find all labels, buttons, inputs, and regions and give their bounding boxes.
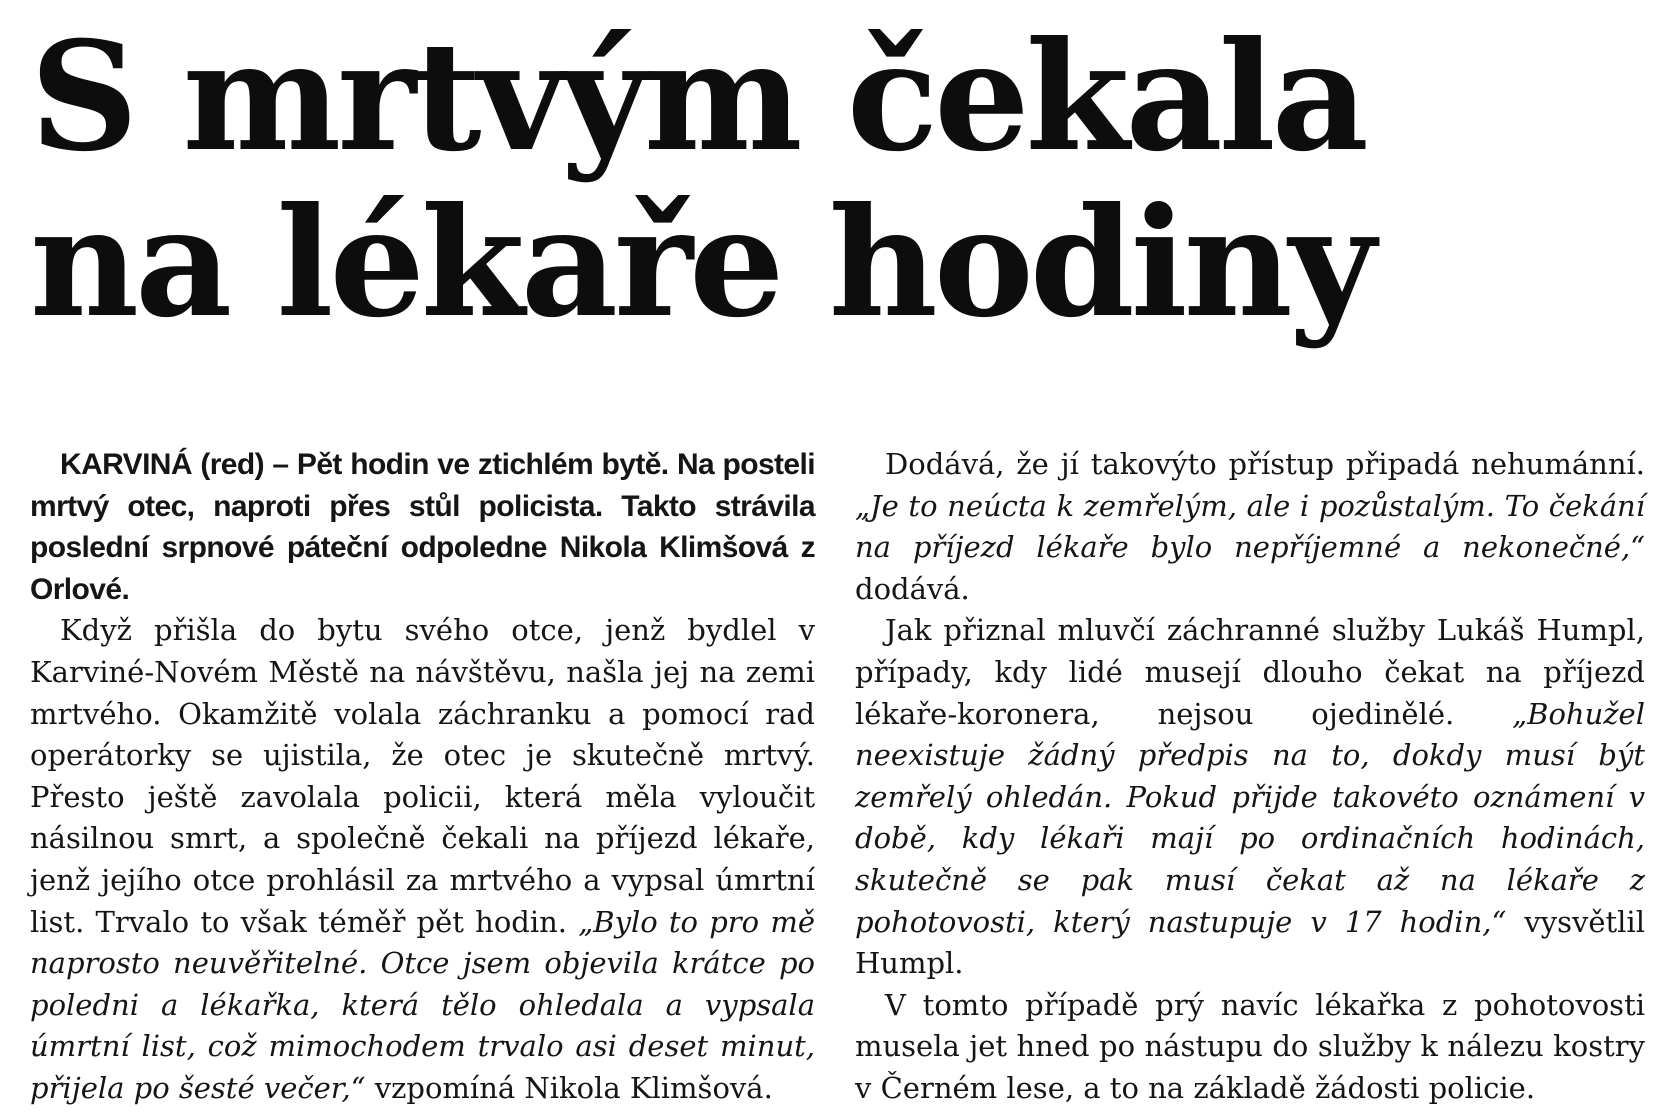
headline (30, 9, 1640, 351)
paragraph-4: V tomto případě prý navíc lékařka z pohotovosti musela jet hned po nástupu do služby k nálezu kostry v Černém lese, a to na základě žádosti policie. (855, 987, 1645, 1105)
headline-line-2: na lékaře hodiny (30, 175, 1372, 351)
paragraph-2-quote: „Je to neúcta k zemřelým, ale i pozůstalým. To čekání na příjezd lékaře bylo nepříjemné a nekonečné,“ (855, 488, 1645, 565)
paragraph-3-tail: vysvětlil Humpl. (855, 904, 1645, 981)
paragraph-3 (855, 610, 1645, 984)
paragraph-2-text: Dodává, že jí takovýto přístup připadá nehumánní. (885, 447, 1645, 481)
paragraph-3-text: Jak přiznal mluvčí záchranné služby Lukáš Humpl, případy, kdy lidé musejí dlouho čekat na příjezd lékaře-koronera, nejsou ojedinělé. (855, 613, 1645, 731)
paragraph-1-tail: vzpomíná Nikola Klimšová. (365, 1070, 773, 1105)
article-lead (30, 444, 815, 610)
paragraph-2 (855, 444, 1645, 610)
paragraph-2-tail: dodává. (855, 571, 970, 606)
lead-paragraph: KARVINÁ (red) – Pět hodin ve ztichlém bytě. Na posteli mrtvý otec, naproti přes stůl policista. Takto strávila poslední srpnové páteční odpoledne Nikola Klimšová z Orlové. (30, 448, 815, 606)
paragraph-3-quote: „Bohužel neexistuje žádný předpis na to, dokdy musí být zemřelý ohledán. Pokud přijde takovéto oznámení v době, kdy lékaři mají po ordinačních hodinách, skutečně se pak musí čekat až na lékaře z pohotovosti, který nastupuje v 17 hodin,“ (855, 696, 1645, 939)
headline-line-1: S mrtvým čekala (30, 9, 1365, 185)
article-column-right (855, 444, 1645, 1110)
paragraph-1-quote: „Bylo to pro mě naprosto neuvěřitelné. Otce jsem objevila krátce po poledni a lékařka, která tělo ohledala a vypsala úmrtní list, což mimochodem trvalo asi deset minut, přijela po šesté večer,“ (30, 904, 815, 1105)
paragraph-1-text: Když přišla do bytu svého otce, jenž bydlel v Karviné-Novém Městě na návštěvu, našla jej na zemi mrtvého. Okamžitě volala záchranku a pomocí rad operátorky se ujistila, že otec je skutečně mrtvý. Přesto ještě zavolala policii, která měla vyloučit násilnou smrt, a společně čekali na příjezd lékaře, jenž jejího otce prohlásil za mrtvého a vypsal úmrtní list. Trvalo to však téměř pět hodin. (30, 613, 815, 939)
paragraph-1 (30, 610, 815, 1109)
article-column-left (30, 444, 815, 1110)
